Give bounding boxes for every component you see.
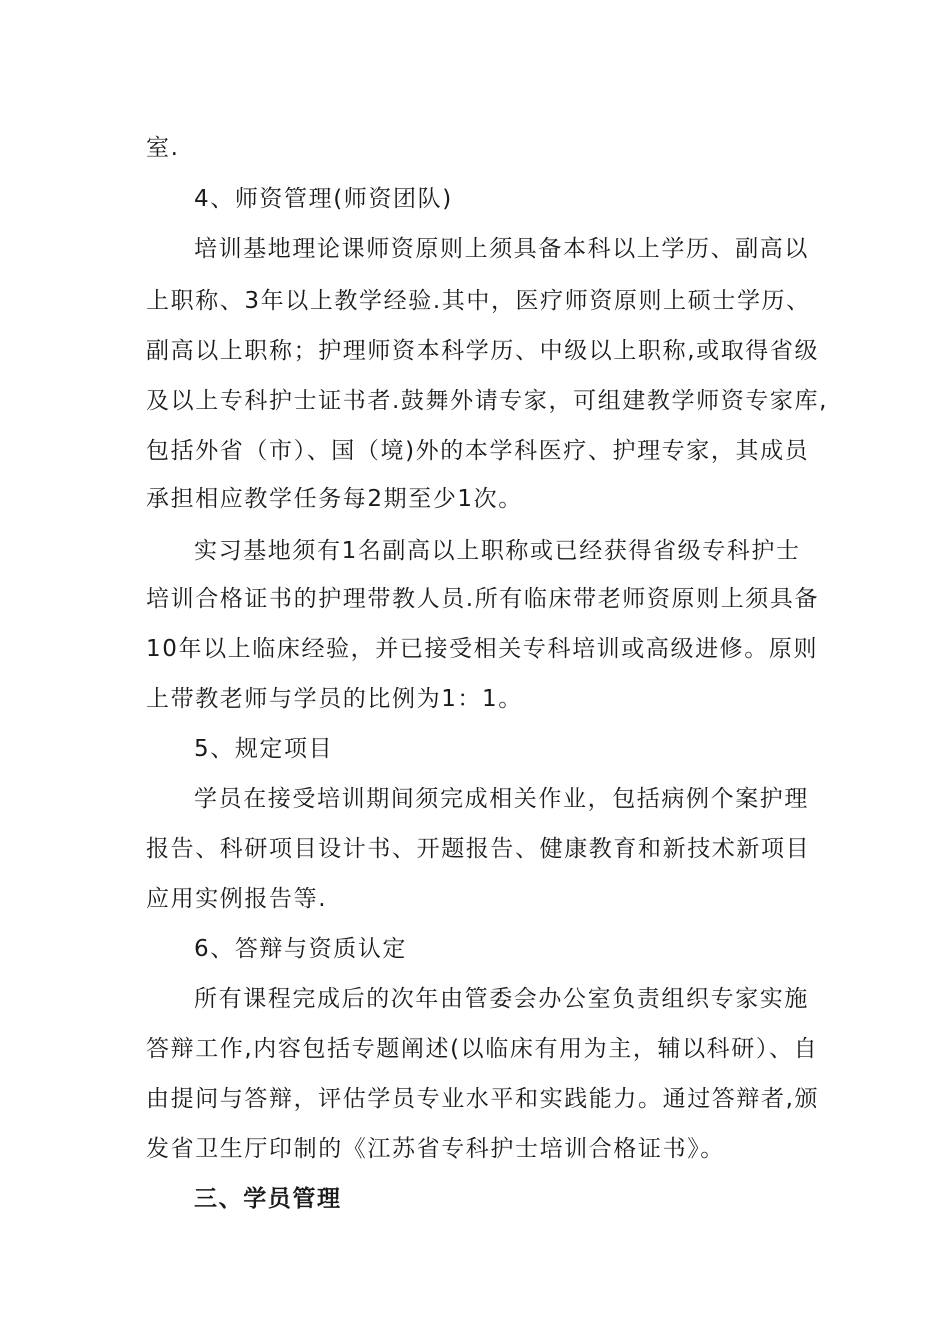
paragraph-line: 由提问与答辩，评估学员专业水平和实践能力。通过答辩者,颁 xyxy=(146,1086,820,1112)
paragraph-line: 包括外省（市）、国（境)外的本学科医疗、护理专家，其成员 xyxy=(146,438,810,464)
section-heading-required-items: 5、规定项目 xyxy=(194,736,334,762)
paragraph-line: 所有课程完成后的次年由管委会办公室负责组织专家实施 xyxy=(194,986,809,1012)
paragraph-line: 及以上专科护士证书者.鼓舞外请专家，可组建教学师资专家库, xyxy=(146,388,829,414)
paragraph-line: 学员在接受培训期间须完成相关作业，包括病例个案护理 xyxy=(194,786,809,812)
section-heading-teacher-management: 4、师资管理(师资团队) xyxy=(194,186,453,212)
paragraph-line: 报告、科研项目设计书、开题报告、健康教育和新技术新项目 xyxy=(146,836,811,862)
section-heading-student-management: 三、学员管理 xyxy=(194,1186,342,1212)
paragraph-line: 培训基地理论课师资原则上须具备本科以上学历、副高以 xyxy=(194,236,809,262)
paragraph-line: 培训合格证书的护理带教人员.所有临床带老师资原则上须具备 xyxy=(146,586,820,612)
paragraph-line: 上带教老师与学员的比例为1：1。 xyxy=(146,686,523,712)
paragraph-line: 答辩工作,内容包括专题阐述(以临床有用为主，辅以科研）、自 xyxy=(146,1036,819,1062)
paragraph-line: 上职称、3年以上教学经验.其中，医疗师资原则上硕士学历、 xyxy=(146,288,811,314)
paragraph-line: 室. xyxy=(146,135,180,161)
paragraph-line: 承担相应教学任务每2期至少1次。 xyxy=(146,486,523,512)
section-heading-defense: 6、答辩与资质认定 xyxy=(194,936,408,962)
paragraph-line: 应用实例报告等. xyxy=(146,886,328,912)
paragraph-line: 发省卫生厅印制的《江苏省专科护士培训合格证书》。 xyxy=(146,1136,725,1162)
paragraph-line: 副高以上职称；护理师资本科学历、中级以上职称,或取得省级 xyxy=(146,338,820,364)
paragraph-line: 10年以上临床经验，并已接受相关专科培训或高级进修。原则 xyxy=(146,636,819,662)
paragraph-line: 实习基地须有1名副高以上职称或已经获得省级专科护士 xyxy=(194,538,801,564)
